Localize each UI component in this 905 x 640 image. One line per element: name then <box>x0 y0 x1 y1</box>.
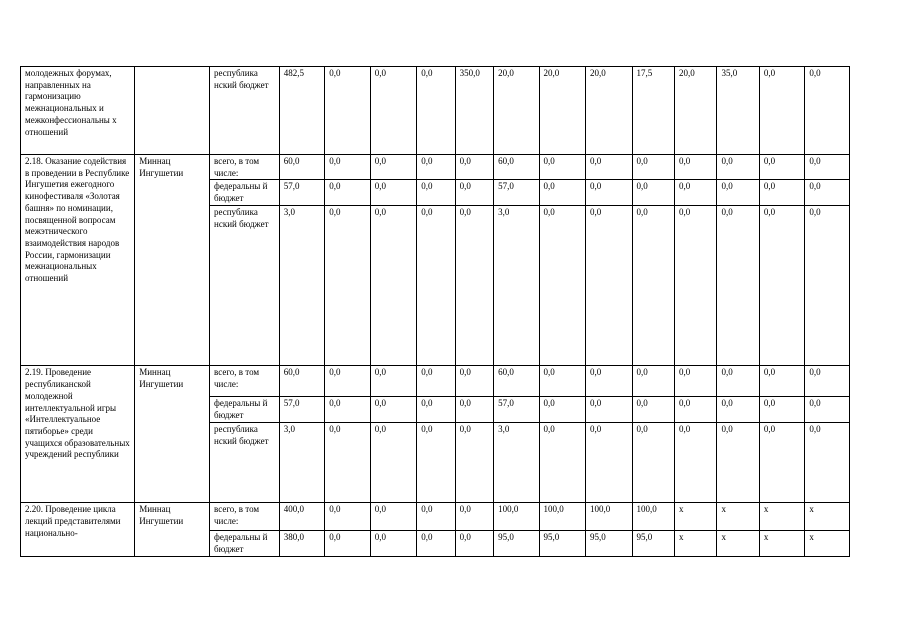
amount-cell: 0,0 <box>717 180 759 206</box>
funding-source-cell: федеральны й бюджет <box>210 180 280 206</box>
amount-cell: 0,0 <box>632 397 674 423</box>
amount-cell: 0,0 <box>417 180 455 206</box>
amount-cell: 0,0 <box>675 423 717 503</box>
amount-cell: 3,0 <box>494 206 539 366</box>
amount-cell: 0,0 <box>539 423 586 503</box>
amount-cell: 0,0 <box>370 503 417 531</box>
amount-cell: 100,0 <box>586 503 633 531</box>
amount-cell: 0,0 <box>417 366 455 397</box>
amount-cell: 0,0 <box>632 366 674 397</box>
amount-cell: 3,0 <box>279 206 324 366</box>
amount-cell: 57,0 <box>494 397 539 423</box>
amount-cell: х <box>759 503 804 531</box>
event-cell: 2.19. Проведение республиканской молодежной интеллектуальной игры «Интеллектуальное пятиборье» среди учащихся образовательных учреждений республики <box>21 366 135 503</box>
amount-cell: 380,0 <box>279 531 324 556</box>
amount-cell: х <box>759 531 804 556</box>
amount-cell: х <box>675 531 717 556</box>
amount-cell: 0,0 <box>759 180 804 206</box>
amount-cell: 0,0 <box>539 206 586 366</box>
amount-cell: 0,0 <box>325 366 370 397</box>
amount-cell: 0,0 <box>805 180 850 206</box>
amount-cell: 0,0 <box>325 206 370 366</box>
amount-cell: 0,0 <box>417 423 455 503</box>
amount-cell: 60,0 <box>494 366 539 397</box>
budget-table <box>20 66 850 557</box>
amount-cell: 0,0 <box>417 67 455 155</box>
amount-cell: 0,0 <box>325 67 370 155</box>
amount-cell: 0,0 <box>586 180 633 206</box>
amount-cell: 0,0 <box>325 423 370 503</box>
amount-cell: 0,0 <box>370 206 417 366</box>
amount-cell: 0,0 <box>455 366 493 397</box>
amount-cell: 0,0 <box>759 206 804 366</box>
amount-cell: 0,0 <box>805 67 850 155</box>
amount-cell: 0,0 <box>717 366 759 397</box>
amount-cell: 95,0 <box>586 531 633 556</box>
amount-cell: 0,0 <box>370 531 417 556</box>
amount-cell: 0,0 <box>805 155 850 180</box>
amount-cell: 0,0 <box>586 206 633 366</box>
amount-cell: 0,0 <box>675 180 717 206</box>
amount-cell: 0,0 <box>417 155 455 180</box>
funding-source-cell: всего, в том числе: <box>210 366 280 397</box>
amount-cell: 0,0 <box>759 397 804 423</box>
amount-cell: 20,0 <box>494 67 539 155</box>
amount-cell: 20,0 <box>586 67 633 155</box>
table-row <box>21 366 850 397</box>
executor-cell <box>135 67 210 155</box>
amount-cell: 100,0 <box>539 503 586 531</box>
table-row <box>21 155 850 180</box>
amount-cell: 0,0 <box>805 366 850 397</box>
amount-cell: 95,0 <box>494 531 539 556</box>
amount-cell: 60,0 <box>279 155 324 180</box>
funding-source-cell: федеральны й бюджет <box>210 397 280 423</box>
amount-cell: 0,0 <box>632 423 674 503</box>
amount-cell: 0,0 <box>417 503 455 531</box>
amount-cell: 0,0 <box>759 423 804 503</box>
amount-cell: 0,0 <box>586 366 633 397</box>
amount-cell: 100,0 <box>632 503 674 531</box>
amount-cell: 20,0 <box>539 67 586 155</box>
amount-cell: х <box>717 531 759 556</box>
amount-cell: 0,0 <box>370 366 417 397</box>
amount-cell: 0,0 <box>325 180 370 206</box>
amount-cell: х <box>805 503 850 531</box>
amount-cell: х <box>675 503 717 531</box>
amount-cell: 0,0 <box>675 206 717 366</box>
amount-cell: 0,0 <box>539 366 586 397</box>
amount-cell: 0,0 <box>586 155 633 180</box>
amount-cell: 482,5 <box>279 67 324 155</box>
amount-cell: 0,0 <box>325 503 370 531</box>
amount-cell: 0,0 <box>675 397 717 423</box>
funding-source-cell: всего, в том числе: <box>210 155 280 180</box>
amount-cell: 0,0 <box>455 531 493 556</box>
amount-cell: 0,0 <box>539 180 586 206</box>
event-cell: 2.20. Проведение цикла лекций представителями национально- <box>21 503 135 556</box>
amount-cell: 0,0 <box>586 423 633 503</box>
amount-cell: 0,0 <box>370 397 417 423</box>
event-cell: 2.18. Оказание содействия в проведении в Республике Ингушетия ежегодного кинофестиваля «Золотая башня» по номинации, посвященной вопросам межэтнического взаимодействия народов России, гармонизации межнациональных отношений <box>21 155 135 366</box>
amount-cell: 0,0 <box>805 423 850 503</box>
amount-cell: 0,0 <box>325 397 370 423</box>
amount-cell: 0,0 <box>370 67 417 155</box>
amount-cell: 0,0 <box>370 180 417 206</box>
funding-source-cell: республика нский бюджет <box>210 423 280 503</box>
executor-cell: Миннац Ингушетии <box>135 155 210 366</box>
amount-cell: 0,0 <box>805 206 850 366</box>
amount-cell: 0,0 <box>455 206 493 366</box>
amount-cell: 0,0 <box>417 206 455 366</box>
table-row <box>21 503 850 531</box>
amount-cell: 0,0 <box>717 206 759 366</box>
funding-source-cell: республика нский бюджет <box>210 206 280 366</box>
amount-cell: 0,0 <box>675 366 717 397</box>
amount-cell: 60,0 <box>494 155 539 180</box>
amount-cell: 0,0 <box>539 397 586 423</box>
executor-cell: Миннац Ингушетии <box>135 366 210 503</box>
event-cell: молодежных форумах, направленных на гармонизацию межнациональных и межконфессиональны х отношений <box>21 67 135 155</box>
amount-cell: 100,0 <box>494 503 539 531</box>
amount-cell: 0,0 <box>417 397 455 423</box>
amount-cell: 0,0 <box>455 180 493 206</box>
amount-cell: 0,0 <box>759 67 804 155</box>
amount-cell: 17,5 <box>632 67 674 155</box>
amount-cell: 0,0 <box>417 531 455 556</box>
amount-cell: 350,0 <box>455 67 493 155</box>
amount-cell: 0,0 <box>632 180 674 206</box>
amount-cell: 57,0 <box>279 397 324 423</box>
amount-cell: 95,0 <box>539 531 586 556</box>
amount-cell: 0,0 <box>325 531 370 556</box>
amount-cell: 0,0 <box>759 366 804 397</box>
amount-cell: 0,0 <box>455 155 493 180</box>
amount-cell: 0,0 <box>717 397 759 423</box>
amount-cell: 0,0 <box>717 155 759 180</box>
amount-cell: 0,0 <box>632 206 674 366</box>
amount-cell: х <box>805 531 850 556</box>
amount-cell: 57,0 <box>494 180 539 206</box>
amount-cell: 0,0 <box>370 155 417 180</box>
amount-cell: 400,0 <box>279 503 324 531</box>
amount-cell: 0,0 <box>675 155 717 180</box>
amount-cell: 0,0 <box>455 397 493 423</box>
amount-cell: 0,0 <box>325 155 370 180</box>
amount-cell: 0,0 <box>717 423 759 503</box>
amount-cell: х <box>717 503 759 531</box>
amount-cell: 3,0 <box>279 423 324 503</box>
funding-source-cell: республика нский бюджет <box>210 67 280 155</box>
amount-cell: 20,0 <box>675 67 717 155</box>
amount-cell: 3,0 <box>494 423 539 503</box>
executor-cell: Миннац Ингушетии <box>135 503 210 556</box>
amount-cell: 95,0 <box>632 531 674 556</box>
amount-cell: 60,0 <box>279 366 324 397</box>
amount-cell: 0,0 <box>455 503 493 531</box>
amount-cell: 0,0 <box>632 155 674 180</box>
amount-cell: 0,0 <box>759 155 804 180</box>
amount-cell: 0,0 <box>586 397 633 423</box>
funding-source-cell: федеральны й бюджет <box>210 531 280 556</box>
amount-cell: 0,0 <box>539 155 586 180</box>
table-row <box>21 67 850 155</box>
amount-cell: 0,0 <box>455 423 493 503</box>
amount-cell: 0,0 <box>370 423 417 503</box>
funding-source-cell: всего, в том числе: <box>210 503 280 531</box>
amount-cell: 57,0 <box>279 180 324 206</box>
amount-cell: 35,0 <box>717 67 759 155</box>
amount-cell: 0,0 <box>805 397 850 423</box>
